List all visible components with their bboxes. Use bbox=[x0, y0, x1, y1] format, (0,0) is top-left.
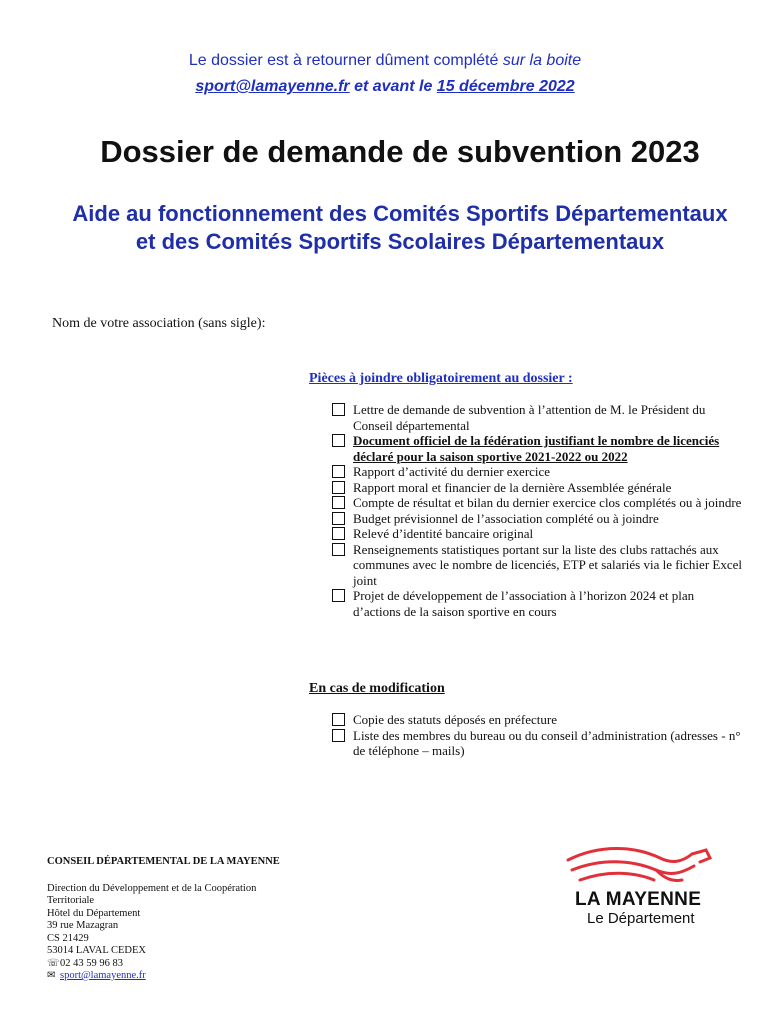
modification-checklist bbox=[332, 712, 744, 759]
address-line: 53014 LAVAL CEDEX bbox=[47, 945, 146, 956]
submission-notice bbox=[0, 48, 770, 100]
checklist-item bbox=[332, 526, 744, 542]
checklist-item-label: Budget prévisionnel de l’association complété ou à joindre bbox=[353, 510, 659, 526]
logo-subtitle: Le Département bbox=[587, 910, 695, 927]
checklist-item bbox=[332, 728, 744, 759]
checkbox[interactable] bbox=[332, 465, 345, 478]
checklist-item-label: Rapport d’activité du dernier exercice bbox=[353, 464, 551, 479]
checklist-item bbox=[332, 542, 744, 589]
checklist-item bbox=[332, 433, 744, 464]
email-line bbox=[47, 970, 297, 983]
checklist-item-label: Renseignements statistiques portant sur la liste des clubs rattachés aux communes avec le nombre de licenciés, ETP et salariés via le fichier Excel joint bbox=[353, 541, 742, 588]
checklist-item-label: Liste des membres du bureau ou du conseil d’administration (adresses - n° de téléphone – mails) bbox=[353, 727, 741, 758]
page-title: Dossier de demande de subvention 2023 bbox=[100, 134, 700, 169]
checklist-item-label: Document officiel de la fédération justifiant le nombre de licenciés déclaré pour la saison sportive 2021-2022 ou 2022 bbox=[353, 433, 720, 464]
checklist-item-label: Relevé d’identité bancaire original bbox=[353, 526, 534, 541]
checklist-item-label: Lettre de demande de subvention à l’attention de M. le Président du Conseil départemental bbox=[353, 402, 706, 433]
notice-text: Le dossier est à retourner dûment complété bbox=[188, 52, 503, 69]
checkbox[interactable] bbox=[332, 512, 345, 525]
attachments-checklist bbox=[332, 402, 744, 619]
phone-icon: ☏ bbox=[47, 957, 60, 969]
notice-email-link[interactable]: sport@lamayenne.fr bbox=[195, 78, 350, 95]
checkbox[interactable] bbox=[332, 481, 345, 494]
notice-middle: et avant le bbox=[349, 78, 437, 95]
envelope-icon: ✉ bbox=[47, 970, 56, 981]
checkbox[interactable] bbox=[332, 543, 345, 556]
notice-line-2 bbox=[0, 74, 770, 100]
address-line: 39 rue Mazagran bbox=[47, 920, 119, 931]
attachments-title: Pièces à joindre obligatoirement au dossier : bbox=[309, 371, 573, 386]
phone-number: 02 43 59 96 83 bbox=[60, 957, 123, 969]
checklist-item-label: Projet de développement de l’association à l’horizon 2024 et plan d’actions de la saison sportive en cours bbox=[353, 588, 695, 619]
checklist-item bbox=[332, 588, 744, 619]
notice-deadline: 15 décembre 2022 bbox=[436, 78, 575, 95]
org-name: CONSEIL DÉPARTEMENTAL DE LA MAYENNE bbox=[47, 856, 280, 867]
notice-italic: sur la boite bbox=[502, 52, 582, 69]
checkbox[interactable] bbox=[332, 496, 345, 509]
phone-line bbox=[47, 958, 297, 971]
checkbox[interactable] bbox=[332, 729, 345, 742]
logo-name: LA MAYENNE bbox=[575, 889, 702, 910]
checklist-item bbox=[332, 480, 744, 496]
checkbox[interactable] bbox=[332, 527, 345, 540]
checklist-item bbox=[332, 511, 744, 527]
footer-email-link[interactable]: sport@lamayenne.fr bbox=[60, 970, 146, 981]
modification-title: En cas de modification bbox=[309, 681, 445, 696]
page-subtitle: Aide au fonctionnement des Comités Sportifs Départementaux et des Comités Sportifs Scolaires Départementaux bbox=[72, 201, 728, 254]
checklist-item bbox=[332, 495, 744, 511]
checkbox[interactable] bbox=[332, 713, 345, 726]
checkbox[interactable] bbox=[332, 434, 345, 447]
checkbox[interactable] bbox=[332, 589, 345, 602]
checkbox[interactable] bbox=[332, 403, 345, 416]
address-block bbox=[47, 856, 297, 983]
checklist-item bbox=[332, 712, 744, 728]
checklist-item bbox=[332, 464, 744, 480]
checklist-item-label: Rapport moral et financier de la dernière Assemblée générale bbox=[353, 479, 672, 495]
address-line: CS 21429 bbox=[47, 932, 89, 944]
address-line: Hôtel du Département bbox=[47, 907, 141, 919]
checklist-item-label: Compte de résultat et bilan du dernier exercice clos complétés ou à joindre bbox=[353, 495, 742, 510]
address-line: Direction du Développement et de la Coopération Territoriale bbox=[47, 882, 257, 906]
checklist-item bbox=[332, 402, 744, 433]
notice-line-1 bbox=[0, 48, 770, 74]
checklist-item-label: Copie des statuts déposés en préfecture bbox=[353, 712, 557, 727]
association-name-label: Nom de votre association (sans sigle): bbox=[52, 316, 266, 331]
